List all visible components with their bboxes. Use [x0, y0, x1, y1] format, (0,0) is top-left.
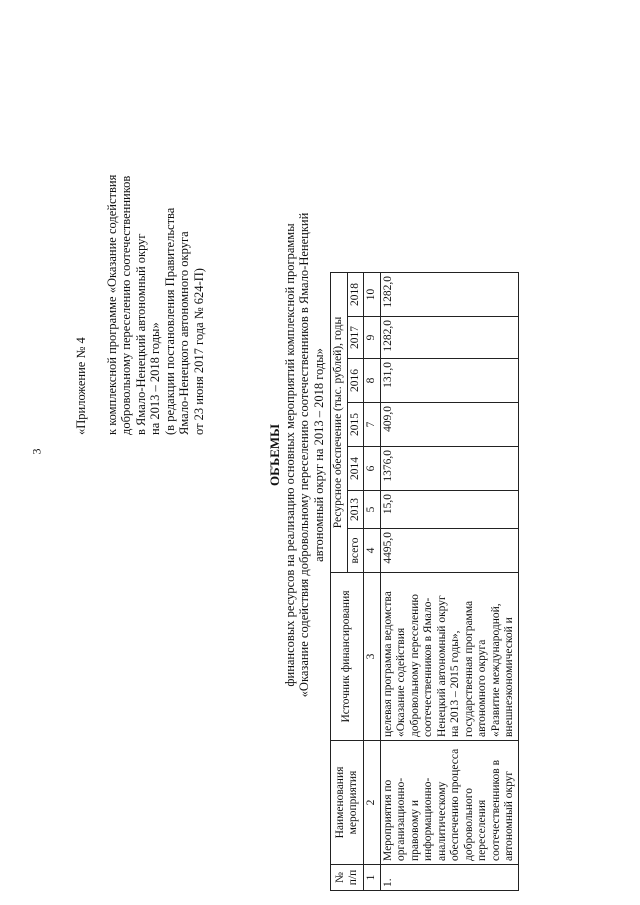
row-value: 131,0	[380, 359, 518, 403]
header-year: 2018	[347, 273, 364, 317]
column-number: 2	[364, 741, 381, 865]
header-year: 2016	[347, 359, 364, 403]
row-source: целевая программа ведомства «Оказание содействия добровольному переселению соотечественников в Ямало- Ненецкий автономный округ на 2013 – 2015 годы», государственная программа автономного округа «Развитие международной, внешнеэкономической и	[380, 573, 518, 741]
header-source: Источник финансирования	[331, 573, 364, 741]
row-value: 1282,0	[380, 317, 518, 359]
header-num: № п/п	[331, 865, 364, 891]
header-total: всего	[347, 529, 364, 573]
document-heading	[268, 155, 326, 755]
appendix-line: (в редакции постановления Правительства	[162, 207, 177, 435]
appendix-line: на 2013 – 2018 годы»	[148, 322, 162, 435]
column-number: 1	[364, 865, 381, 891]
column-number: 5	[364, 491, 381, 529]
header-resources: Ресурсное обеспечение (тыс. рублей), годы	[331, 273, 348, 573]
row-value: 15,0	[380, 491, 518, 529]
header-name: Наименования мероприятия	[331, 741, 364, 865]
heading-line: «Оказание содействия добровольному переселению соотечественников в Ямало-Ненецкий	[297, 212, 311, 698]
header-year: 2014	[347, 447, 364, 491]
row-value: 1376,0	[380, 447, 518, 491]
row-value: 409,0	[380, 403, 518, 447]
appendix-block	[74, 55, 206, 435]
column-number: 7	[364, 403, 381, 447]
heading-line: финансовых ресурсов на реализацию основных мероприятий комплексной программы	[282, 223, 297, 687]
appendix-line: добровольному переселению соотечественников	[119, 175, 133, 435]
heading-title: ОБЪЕМЫ	[267, 424, 282, 486]
column-number: 3	[364, 573, 381, 741]
appendix-line: к комплексной программе «Оказание содействия	[104, 174, 119, 435]
heading-line: автономный округ на 2013 – 2018 годы»	[311, 348, 326, 562]
column-number-row	[364, 273, 381, 891]
column-number: 9	[364, 317, 381, 359]
table-row	[380, 273, 518, 891]
row-total: 4495,0	[380, 529, 518, 573]
row-name: Мероприятия по организационно- правовому и информационно- аналитическому обеспечению процесса добровольного переселения соотечественников в автономный округ	[380, 741, 518, 865]
header-year: 2013	[347, 491, 364, 529]
column-number: 4	[364, 529, 381, 573]
page-number: 3	[29, 448, 44, 455]
resources-table	[330, 272, 519, 891]
row-num: 1.	[380, 865, 518, 891]
column-number: 6	[364, 447, 381, 491]
appendix-line: от 23 июня 2017 года № 624-П)	[191, 268, 206, 435]
column-number: 10	[364, 273, 381, 317]
row-value: 1282,0	[380, 273, 518, 317]
header-year: 2015	[347, 403, 364, 447]
appendix-line: в Ямало-Ненецкий автономный округ	[133, 233, 148, 435]
appendix-number: «Приложение № 4	[74, 337, 88, 435]
appendix-line: Ямало-Ненецкого автономного округа	[177, 231, 191, 435]
column-number: 8	[364, 359, 381, 403]
header-year: 2017	[347, 317, 364, 359]
